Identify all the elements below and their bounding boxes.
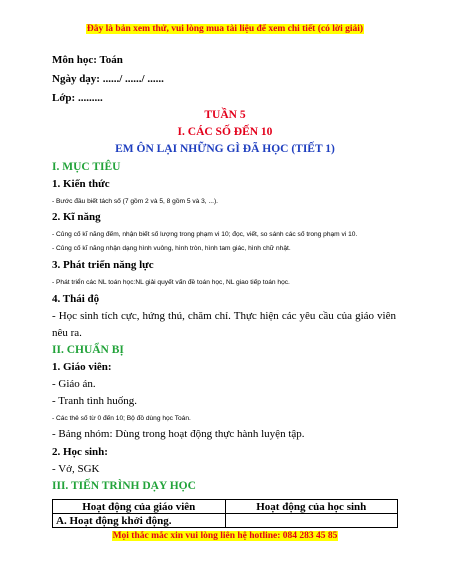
attitude-text-2: nêu ra. — [52, 327, 82, 339]
teacher-title: 1. Giáo viên: — [52, 361, 112, 373]
table-header-student: Hoạt động của học sinh — [225, 500, 398, 514]
activity-table — [52, 499, 398, 528]
teacher-item-4: - Bảng nhóm: Dùng trong hoạt động thực hành luyện tập. — [52, 428, 305, 440]
week-title: TUẦN 5 — [204, 109, 246, 121]
knowledge-text: - Bước đầu biết tách số (7 gồm 2 và 5, 8 gồm 5 và 3, ...). — [52, 198, 218, 205]
class-line: Lớp: ......... — [52, 92, 103, 104]
skills-title: 2. Kĩ năng — [52, 211, 101, 223]
section-objectives-title: I. MỤC TIÊU — [52, 161, 121, 173]
table-cell-teacher: A. Hoạt động khởi động. — [53, 514, 226, 528]
attitude-title: 4. Thái độ — [52, 293, 100, 305]
teacher-item-1: - Giáo án. — [52, 378, 96, 390]
student-title: 2. Học sinh: — [52, 446, 108, 458]
preview-notice-text: Đây là bản xem thử, vui lòng mua tài liệu để xem chi tiết (có lời giải) — [86, 24, 364, 34]
student-item-1: - Vở, SGK — [52, 463, 100, 475]
section-process-title: III. TIẾN TRÌNH DẠY HỌC — [52, 480, 196, 492]
capacity-title: 3. Phát triển năng lực — [52, 259, 154, 271]
section-preparation-title: II. CHUẨN BỊ — [52, 344, 124, 356]
lesson-title: EM ÔN LẠI NHỮNG GÌ ĐÃ HỌC (TIẾT 1) — [115, 143, 335, 155]
capacity-text: - Phát triển các NL toán học:NL giải quyết vấn đề toán học, NL giao tiếp toán học. — [52, 279, 290, 286]
table-header-row — [53, 500, 398, 514]
table-row — [53, 514, 398, 528]
chapter-title: I. CÁC SỐ ĐẾN 10 — [177, 126, 273, 138]
teacher-item-3: - Các thẻ số từ 0 đến 10; Bộ đồ dùng học Toán. — [52, 415, 191, 422]
subject-line: Môn học: Toán — [52, 54, 123, 66]
knowledge-title: 1. Kiến thức — [52, 178, 110, 190]
teacher-item-2: - Tranh tình huống. — [52, 395, 137, 407]
skills-text-2: - Củng cố kĩ năng nhận dạng hình vuông, hình tròn, hình tam giác, hình chữ nhật. — [52, 245, 291, 252]
table-cell-student — [225, 514, 398, 528]
attitude-text-1: - Học sinh tích cực, hứng thú, chăm chỉ. Thực hiện các yêu cầu của giáo viên — [52, 310, 396, 322]
table-header-teacher: Hoạt động của giáo viên — [53, 500, 226, 514]
hotline-notice — [0, 531, 450, 541]
skills-text-1: - Củng cố kĩ năng đếm, nhận biết số lượng trong phạm vi 10; đọc, viết, so sánh các số trong phạm vi 10. — [52, 231, 358, 238]
preview-notice — [0, 24, 450, 34]
hotline-notice-text: Mọi thắc mắc xin vui lòng liên hệ hotline: 084 283 45 85 — [112, 531, 338, 541]
date-line: Ngày dạy: ....../ ....../ ...... — [52, 73, 164, 85]
